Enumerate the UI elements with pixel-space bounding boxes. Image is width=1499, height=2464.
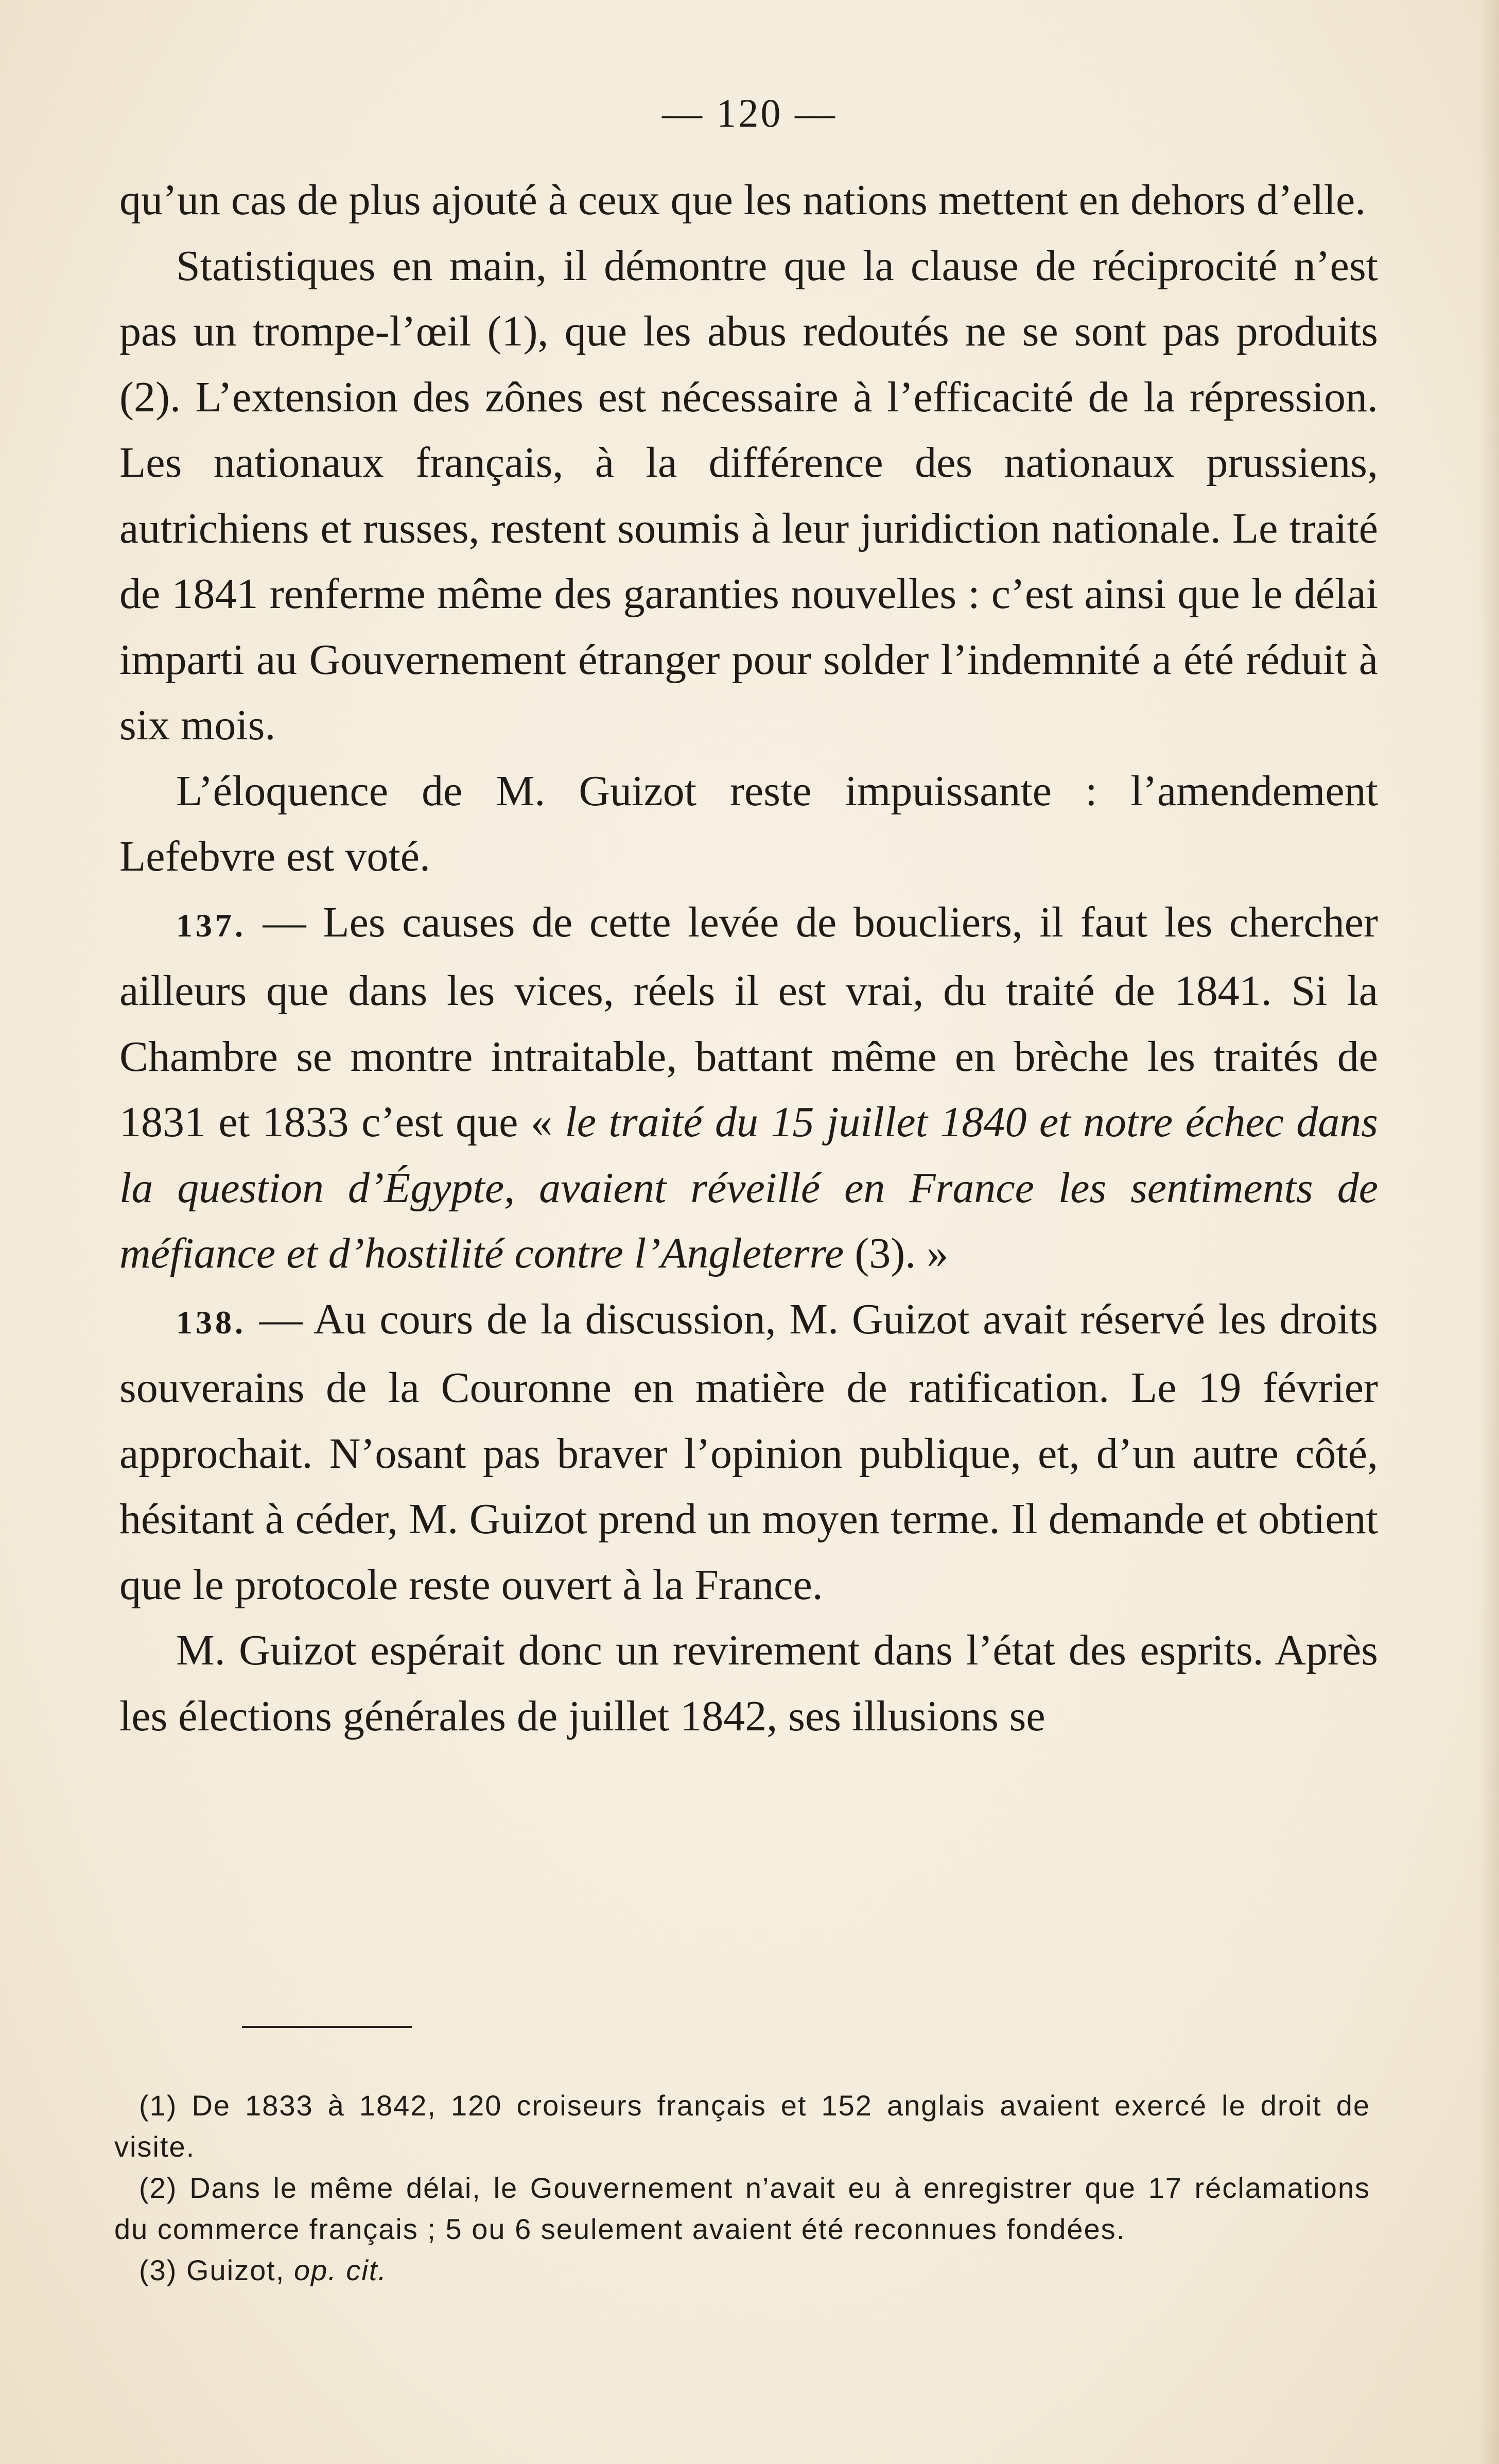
paragraph-number-137: 137.	[176, 907, 246, 944]
footnote-separator	[242, 2026, 412, 2028]
footnote-1: (1) De 1833 à 1842, 120 croiseurs français et 152 anglais avaient exercé le droit de visite.	[114, 2089, 1370, 2163]
paragraph-1: qu’un cas de plus ajouté à ceux que les nations mettent en dehors d’elle.	[119, 176, 1366, 224]
footnote-3-ref: op. cit.	[293, 2254, 387, 2286]
paragraph-137-end: (3). »	[844, 1229, 949, 1277]
paragraph-3: L’éloquence de M. Guizot reste impuissante : l’amendement Lefebvre est voté.	[119, 767, 1378, 880]
paragraph-137-quote: le traité du 15 juillet 1840 et notre échec dans la question d’Égypte, avaient réveillé en France les sentiments de méfiance et d’hostilité contre l’Angleterre	[119, 1098, 1378, 1277]
paragraph-137-text: — Les causes de cette levée de boucliers, il faut les chercher ailleurs que dans les vices, réels il est vrai, du traité de 1841. Si la Chambre se montre intraitable, battant même en brèche les traités de 1831 et 1833 c’est que «	[119, 898, 1378, 1146]
footnotes	[114, 2085, 1370, 2291]
footnote-2: (2) Dans le même délai, le Gouvernement n’avait eu à enregistrer que 17 réclamations du commerce français ; 5 ou 6 seulement avaient été reconnues fondées.	[114, 2172, 1370, 2245]
footnote-3-author: (3) Guizot,	[139, 2254, 294, 2286]
page-number: — 120 —	[662, 91, 837, 135]
paragraph-number-138: 138.	[176, 1304, 246, 1341]
paragraph-138-text: — Au cours de la discussion, M. Guizot avait réservé les droits souverains de la Couronne en matière de ratification. Le 19 février approchait. N’osant pas braver l’opinion publique, et, d’un autre côté, hésitant à céder, M. Guizot prend un moyen terme. Il demande et obtient que le protocole reste ouvert à la France.	[119, 1295, 1378, 1609]
paragraph-2: Statistiques en main, il démontre que la clause de réciprocité n’est pas un trompe-l’œil (1), que les abus redoutés ne se sont pas produits (2). L’extension des zônes est nécessaire à l’efficacité de la répression. Les nationaux français, à la différence des nationaux prussiens, autrichiens et russes, restent soumis à leur juridiction nationale. Le traité de 1841 renferme même des garanties nouvelles : c’est ainsi que le délai imparti au Gouvernement étranger pour solder l’indemnité a été réduit à six mois.	[119, 241, 1378, 749]
paragraph-138	[119, 1287, 1378, 1618]
paragraph-137	[119, 890, 1378, 1287]
main-text	[119, 167, 1378, 1749]
paragraph-6: M. Guizot espérait donc un revirement dans l’état des esprits. Après les élections générales de juillet 1842, ses illusions se	[119, 1626, 1378, 1740]
page-edge-shadow	[1478, 0, 1499, 2464]
footnote-3	[114, 2250, 1370, 2291]
